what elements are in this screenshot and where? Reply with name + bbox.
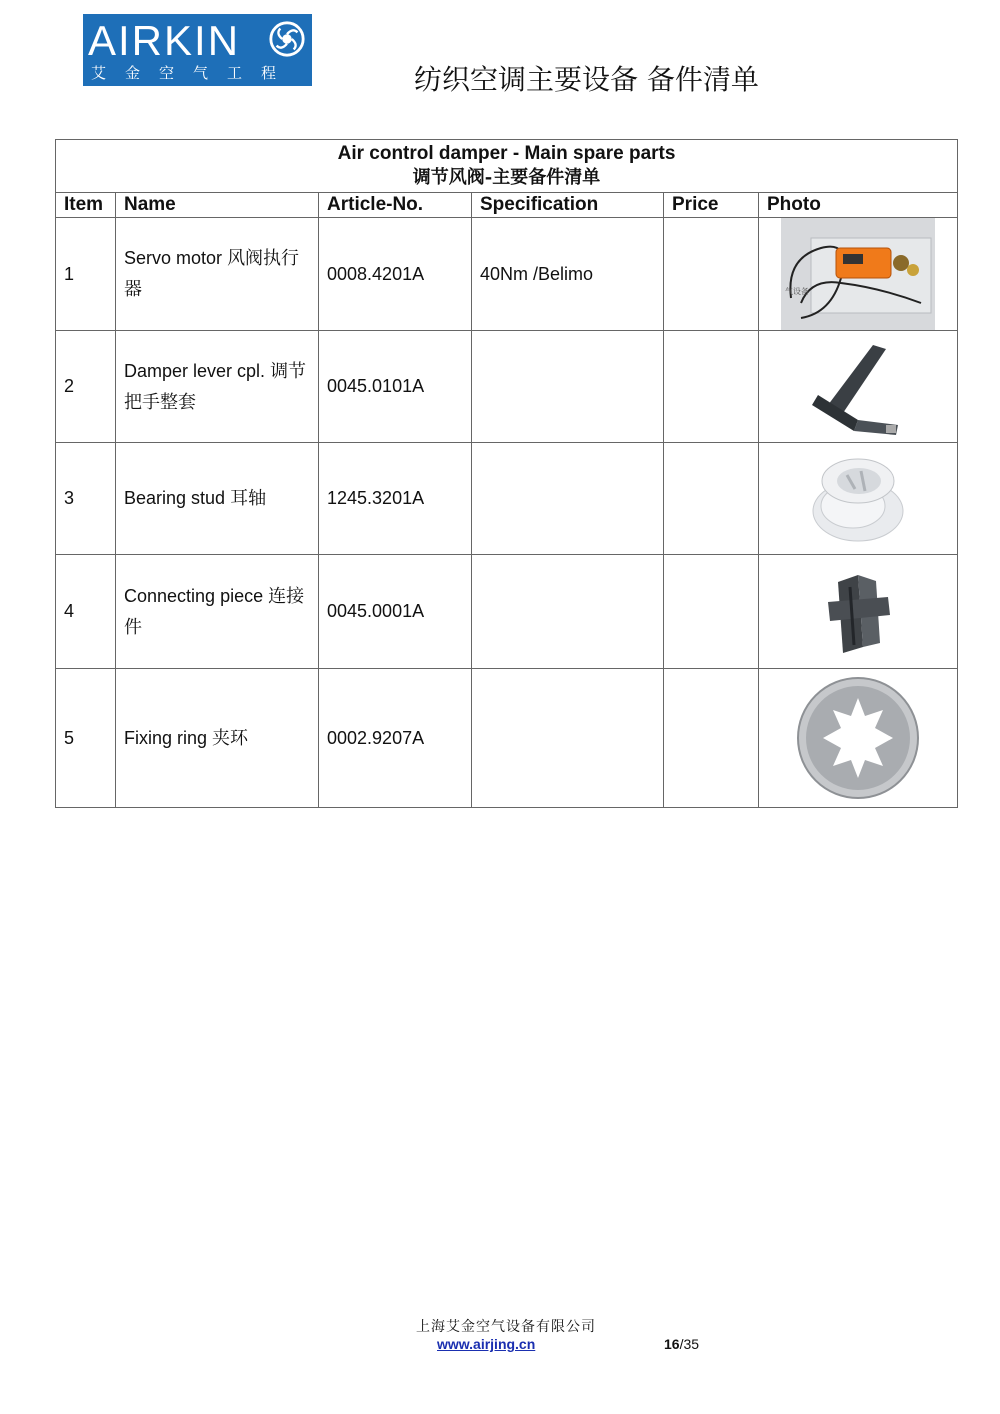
- item-cell: 5: [56, 669, 116, 808]
- table-row: [56, 331, 958, 443]
- column-header-name: Name: [116, 193, 319, 218]
- specification-cell: [472, 669, 664, 808]
- name-cn: 耳轴: [230, 488, 267, 509]
- article-cell: 0002.9207A: [319, 669, 472, 808]
- name-en: Bearing stud: [124, 488, 226, 508]
- specification-cell: [472, 331, 664, 443]
- name-cell: [116, 669, 319, 808]
- photo-cell: [759, 218, 958, 331]
- article-cell: 0045.0001A: [319, 555, 472, 669]
- logo-subtitle: 艾金空气工程: [91, 64, 296, 82]
- photo-cell: [759, 331, 958, 443]
- item-cell: 2: [56, 331, 116, 443]
- connecting-piece-photo: [818, 567, 898, 657]
- spare-parts-table: [55, 139, 958, 808]
- price-cell: [664, 669, 759, 808]
- page-total: /35: [679, 1336, 700, 1352]
- fixing-ring-photo: [785, 672, 931, 804]
- photo-cell: [759, 555, 958, 669]
- price-cell: [664, 331, 759, 443]
- column-header-article: Article-No.: [319, 193, 472, 218]
- price-cell: [664, 443, 759, 555]
- item-cell: 4: [56, 555, 116, 669]
- name-en: Connecting piece: [124, 585, 264, 606]
- specification-cell: [472, 555, 664, 669]
- table-title-row: [56, 140, 958, 193]
- table-row: [56, 218, 958, 331]
- table-title: [56, 140, 958, 193]
- table-header-row: [56, 193, 958, 218]
- price-cell: [664, 218, 759, 331]
- logo-text: AIRKIN: [88, 17, 241, 64]
- name-en: Servo motor: [124, 248, 223, 268]
- turbine-logo-icon: [268, 20, 306, 58]
- name-cell: [116, 555, 319, 669]
- name-cn: 风阀执行器: [124, 248, 300, 300]
- name-cn: 调节把手整套: [124, 360, 307, 413]
- bearing-stud-photo: [803, 451, 913, 547]
- price-cell: [664, 555, 759, 669]
- table-title-cn: 调节风阀-主要备件清单: [412, 167, 601, 188]
- article-cell: 0008.4201A: [319, 218, 472, 331]
- name-cell: [116, 218, 319, 331]
- footer-company: 上海艾金空气设备有限公司: [416, 1319, 596, 1335]
- page-number: [664, 1336, 699, 1352]
- item-cell: 3: [56, 443, 116, 555]
- damper-lever-photo: [798, 335, 918, 439]
- table-row: [56, 669, 958, 808]
- article-cell: 0045.0101A: [319, 331, 472, 443]
- table-title-en: Air control damper - Main spare parts: [337, 143, 676, 164]
- name-cell: [116, 443, 319, 555]
- specification-cell: [472, 443, 664, 555]
- svg-text:气设备: 气设备: [785, 287, 810, 296]
- name-en: Fixing ring: [124, 727, 208, 748]
- specification-cell: 40Nm /Belimo: [472, 218, 664, 331]
- table-row: [56, 443, 958, 555]
- name-cn: 连接件: [124, 585, 305, 638]
- page-current: 16: [664, 1336, 680, 1352]
- name-cn: 夹环: [212, 727, 249, 749]
- column-header-item: Item: [56, 193, 116, 218]
- document-title: 纺织空调主要设备 备件清单: [414, 63, 759, 96]
- article-cell: 1245.3201A: [319, 443, 472, 555]
- servo-motor-photo: [781, 218, 935, 330]
- photo-cell: [759, 443, 958, 555]
- table-row: [56, 555, 958, 669]
- name-en: Damper lever cpl.: [124, 360, 266, 381]
- footer-url-link[interactable]: www.airjing.cn: [437, 1336, 536, 1352]
- column-header-specification: Specification: [472, 193, 664, 218]
- item-cell: 1: [56, 218, 116, 331]
- company-logo: [83, 14, 312, 86]
- column-header-price: Price: [664, 193, 759, 218]
- photo-cell: [759, 669, 958, 808]
- name-cell: [116, 331, 319, 443]
- column-header-photo: Photo: [759, 193, 958, 218]
